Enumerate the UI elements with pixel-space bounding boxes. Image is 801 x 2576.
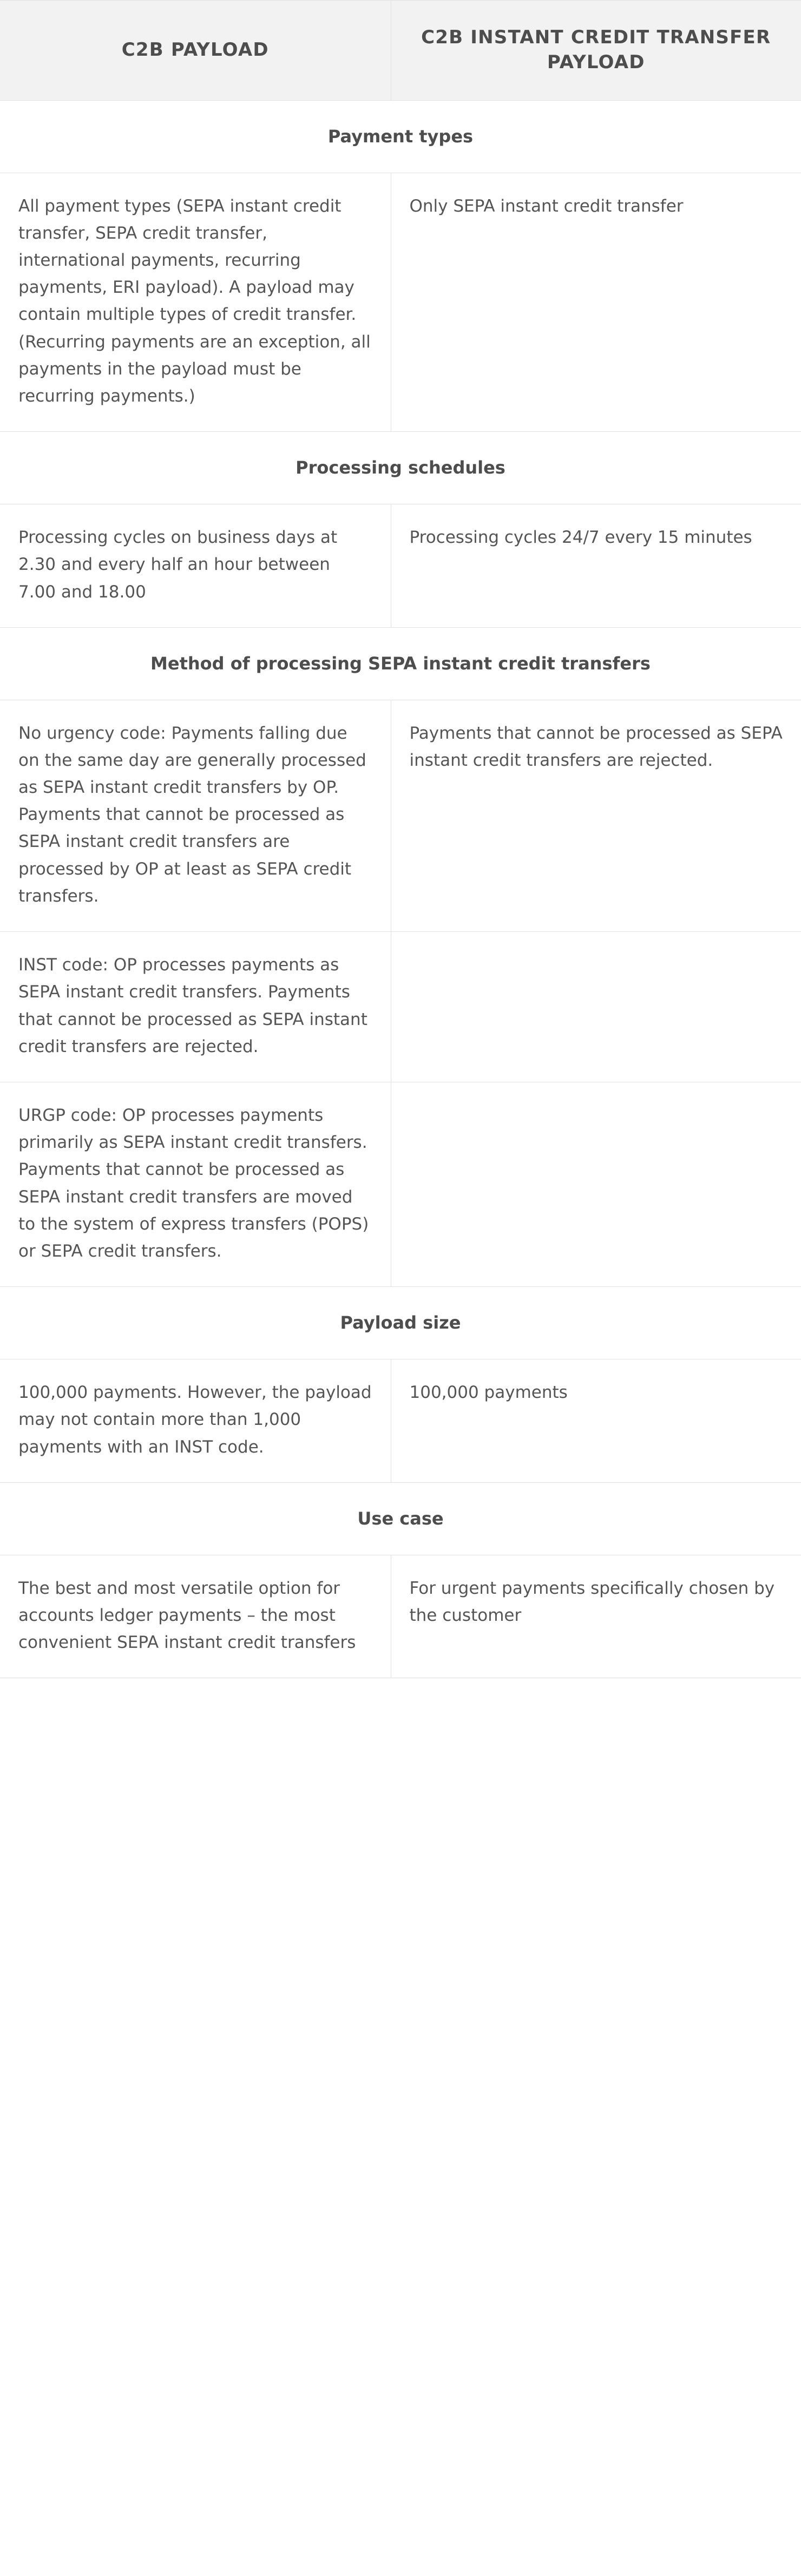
section-title-processing-schedules: Processing schedules xyxy=(0,432,801,504)
section-title-method-of-processing: Method of processing SEPA instant credit transfers xyxy=(0,627,801,700)
section-header-row xyxy=(0,100,801,173)
column-header-c2b-instant-credit-transfer-payload: C2B INSTANT CREDIT TRANSFER PAYLOAD xyxy=(391,1,801,101)
cell-method-inst-code: INST code: OP processes payments as SEPA instant credit transfers. Payments that cannot be processed as SEPA instant credit transfers are rejected. xyxy=(0,932,391,1082)
table-row xyxy=(0,504,801,628)
table-row xyxy=(0,1555,801,1678)
section-title-payload-size: Payload size xyxy=(0,1287,801,1359)
table-row xyxy=(0,173,801,432)
section-header-row xyxy=(0,627,801,700)
column-header-c2b-payload: C2B PAYLOAD xyxy=(0,1,391,101)
cell-payment-types-instant: Only SEPA instant credit transfer xyxy=(391,173,801,432)
cell-use-case-c2b: The best and most versatile option for accounts ledger payments – the most convenient SEPA instant credit transfers xyxy=(0,1555,391,1678)
table-row xyxy=(0,932,801,1082)
cell-processing-schedules-c2b: Processing cycles on business days at 2.30 and every half an hour between 7.00 and 18.00 xyxy=(0,504,391,628)
cell-use-case-instant: For urgent payments specifically chosen by the customer xyxy=(391,1555,801,1678)
table-header-row xyxy=(0,1,801,101)
cell-payment-types-c2b: All payment types (SEPA instant credit transfer, SEPA credit transfer, international payments, recurring payments, ERI payload). A payload may contain multiple types of credit transfer. (Recurring payments are an exception, all payments in the payload must be recurring payments.) xyxy=(0,173,391,432)
section-header-row xyxy=(0,1482,801,1555)
table-row xyxy=(0,1082,801,1286)
cell-method-instant-empty-1 xyxy=(391,932,801,1082)
table-row xyxy=(0,1359,801,1483)
section-title-use-case: Use case xyxy=(0,1482,801,1555)
cell-payload-size-instant: 100,000 payments xyxy=(391,1359,801,1483)
section-header-row xyxy=(0,432,801,504)
table-body xyxy=(0,100,801,1678)
cell-processing-schedules-instant: Processing cycles 24/7 every 15 minutes xyxy=(391,504,801,628)
cell-method-no-urgency-code: No urgency code: Payments falling due on the same day are generally processed as SEPA instant credit transfers by OP. Payments that cannot be processed as SEPA instant credit transfers are processed by OP at least as SEPA credit transfers. xyxy=(0,700,391,932)
cell-method-instant-rejected: Payments that cannot be processed as SEPA instant credit transfers are rejected. xyxy=(391,700,801,932)
table-row xyxy=(0,700,801,932)
cell-payload-size-c2b: 100,000 payments. However, the payload may not contain more than 1,000 payments with an INST code. xyxy=(0,1359,391,1483)
cell-method-urgp-code: URGP code: OP processes payments primarily as SEPA instant credit transfers. Payments that cannot be processed as SEPA instant credit transfers are moved to the system of express transfers (POPS) or SEPA credit transfers. xyxy=(0,1082,391,1286)
section-header-row xyxy=(0,1287,801,1359)
section-title-payment-types: Payment types xyxy=(0,100,801,173)
cell-method-instant-empty-2 xyxy=(391,1082,801,1286)
